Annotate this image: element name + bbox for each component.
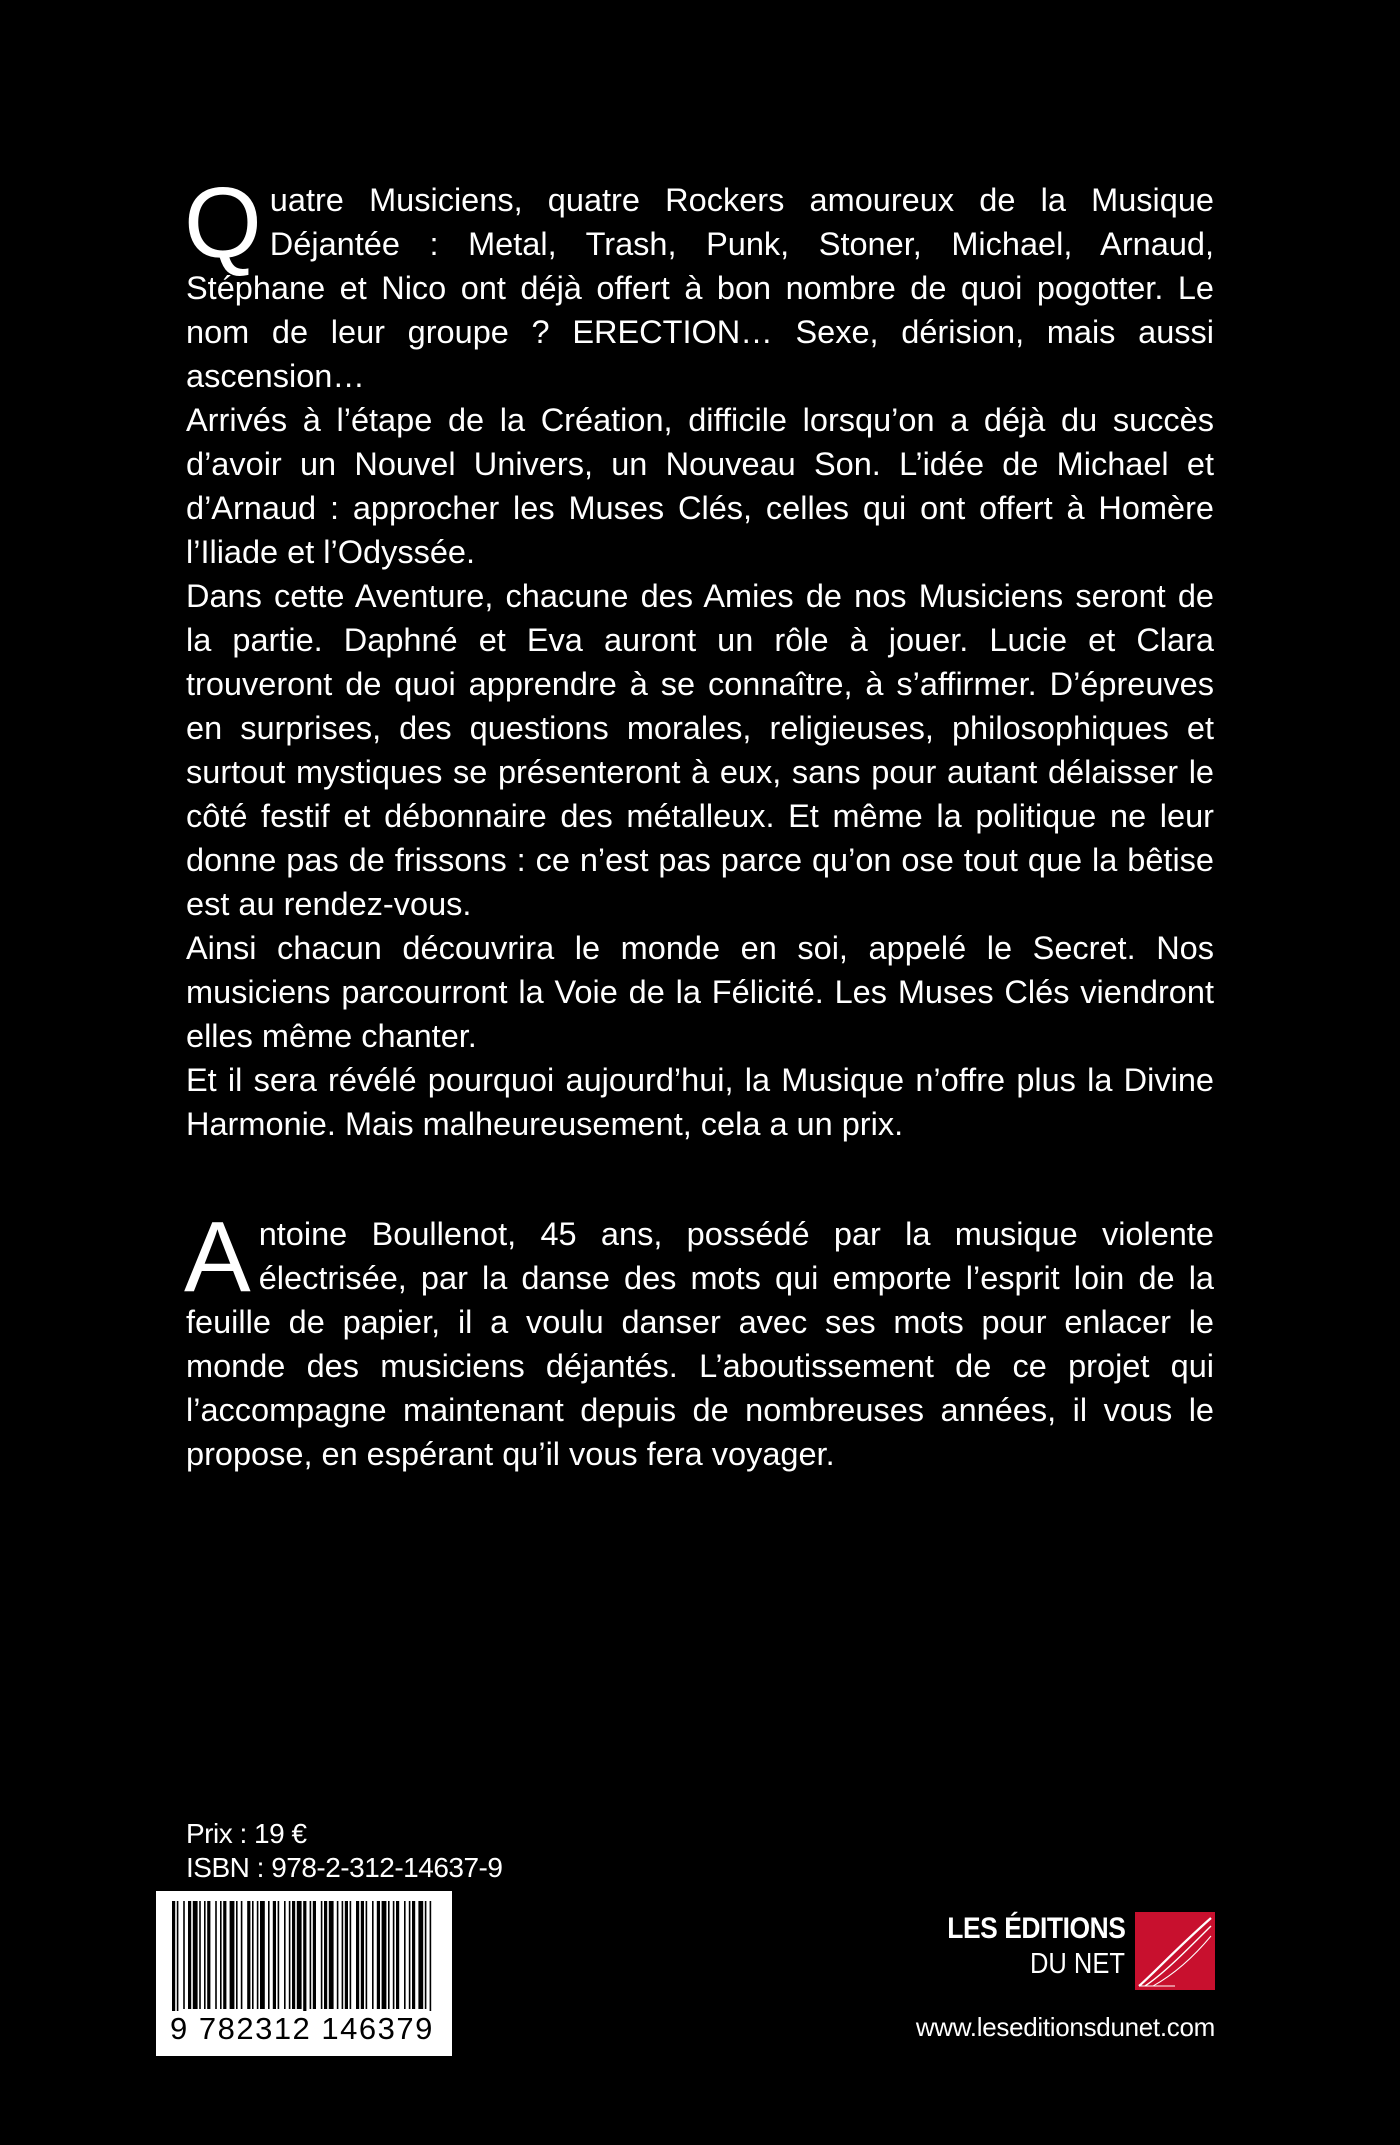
barcode-bar [310,1901,312,2009]
barcode-bar [236,1901,238,2009]
barcode-bar [257,1901,259,2009]
barcode-bar [292,1901,295,2009]
barcode-bar [188,1901,191,2009]
barcode-bar [207,1901,210,2009]
barcode-bar [273,1901,276,2009]
publisher-block [900,1912,1215,2062]
barcode-bar [303,1901,306,2011]
barcode-bar [241,1901,243,2009]
synopsis-paragraph-4: Ainsi chacun découvrira le monde en soi, appelé le Secret. Nos musiciens parcourront la Voie de la Félicité. Les Muses Clés viendront elles même chanter. [186,930,1214,1054]
barcode-bar [321,1901,323,2009]
barcode-bar [297,1901,302,2009]
author-dropcap: A [184,1201,251,1313]
barcode-bar [345,1901,348,2009]
barcode-bar [418,1901,423,2009]
barcode-bar [220,1901,222,2009]
synopsis-paragraph-2: Arrivés à l’étape de la Création, difficile lorsqu’on a déjà du succès d’avoir un Nouvel Univers, un Nouveau Son. L’idée de Michael et d’Arnaud : approcher les Muses Clés, celles qui ont offert à Homère l’Iliade et l’Odyssée. [186,402,1214,570]
barcode-bar [342,1901,344,2009]
barcode-bar [199,1901,201,2009]
barcode-bar [183,1901,185,2009]
barcode-bar [350,1901,352,2009]
barcode-bar [252,1901,254,2009]
barcode-bar [382,1901,387,2009]
barcode-bar [260,1901,265,2009]
barcode-digits: 9 782312 146379 [170,2011,434,2046]
barcode-bars-icon [172,1901,436,2011]
barcode-bar [324,1901,327,2009]
author-bio-text: ntoine Boullenot, 45 ans, possédé par la musique violente électrisée, par la danse des mots qui emporte l’esprit loin de la feuille de papier, il a voulu danser avec ses mots pour enlacer le monde des musiciens déjantés. L’aboutissement de ce projet qui l’accompagne maintenant depuis de nombreuses années, il vous le propose, en espérant qu’il vous fera voyager. [186,1216,1214,1472]
barcode-bar [377,1901,380,2009]
synopsis-text [184,167,1214,1146]
barcode-bar [289,1901,291,2009]
barcode-bar [396,1901,399,2009]
barcode-bar [329,1901,334,2009]
barcode-bar [215,1901,217,2009]
barcode-bar [388,1901,390,2009]
barcode-bar [193,1901,198,2009]
publisher-logo-icon [1135,1912,1215,1990]
author-bio-paragraph [184,1201,1214,1476]
barcode-bar [247,1901,250,2009]
barcode-bar [412,1901,415,2009]
isbn-barcode [156,1891,452,2056]
isbn-label: ISBN : 978-2-312-14637-9 [186,1852,503,1883]
barcode-bar [404,1901,406,2009]
barcode-bar [284,1901,286,2009]
publisher-name-line-2: DU NET [1030,1948,1125,1980]
synopsis-paragraph-1-text: uatre Musiciens, quatre Rockers amoureux de la Musique Déjantée : Metal, Trash, Punk, Stoner, Michael, Arnaud, Stéphane et Nico ont déjà offert à bon nombre de quoi pogotter. Le nom de leur groupe ? ERECTION… Sexe, dérision, mais aussi ascension… [186,182,1214,394]
barcode-bar [361,1901,364,2009]
barcode-bar [268,1901,270,2009]
barcode-bar [337,1901,339,2009]
barcode-bar [278,1901,280,2009]
author-bio [184,1201,1214,1476]
barcode-bar [393,1901,395,2009]
barcode-bar [425,1901,427,2009]
barcode-bar [356,1901,359,2009]
barcode-bar [409,1901,411,2009]
price-label: Prix : 19 € [186,1818,307,1849]
barcode-bar [372,1901,374,2009]
synopsis-paragraph-3: Dans cette Aventure, chacune des Amies de nos Musiciens seront de la partie. Daphné et Eva auront un rôle à jouer. Lucie et Clara trouveront de quoi apprendre à se connaître, à s’affirmer. D’épreuves en surprises, des questions morales, religieuses, philosophiques et surtout mystiques se présenteront à eux, sans pour autant délaisser le côté festif et débonnaire des métalleux. Et même la politique ne leur donne pas de frissons : ce n’est pas parce qu’on ose tout que la bêtise est au rendez-vous. [186,578,1214,922]
synopsis-paragraph-5: Et il sera révélé pourquoi aujourd’hui, la Musique n’offre plus la Divine Harmonie. Mais malheureusement, cela a un prix. [186,1062,1214,1142]
barcode-bar [366,1901,368,2009]
publisher-website: www.leseditionsdunet.com [915,2012,1215,2042]
barcode-bar [313,1901,316,2009]
publisher-name-line-1: LES ÉDITIONS [946,1912,1125,1945]
barcode-bar [430,1901,432,2011]
barcode-bar [230,1901,235,2009]
barcode-bar [204,1901,206,2009]
barcode-bar [177,1901,179,2011]
synopsis-dropcap: Q [184,167,262,279]
synopsis-paragraph-1 [184,167,1214,398]
barcode-bar [223,1901,226,2009]
barcode-bar [172,1901,175,2011]
